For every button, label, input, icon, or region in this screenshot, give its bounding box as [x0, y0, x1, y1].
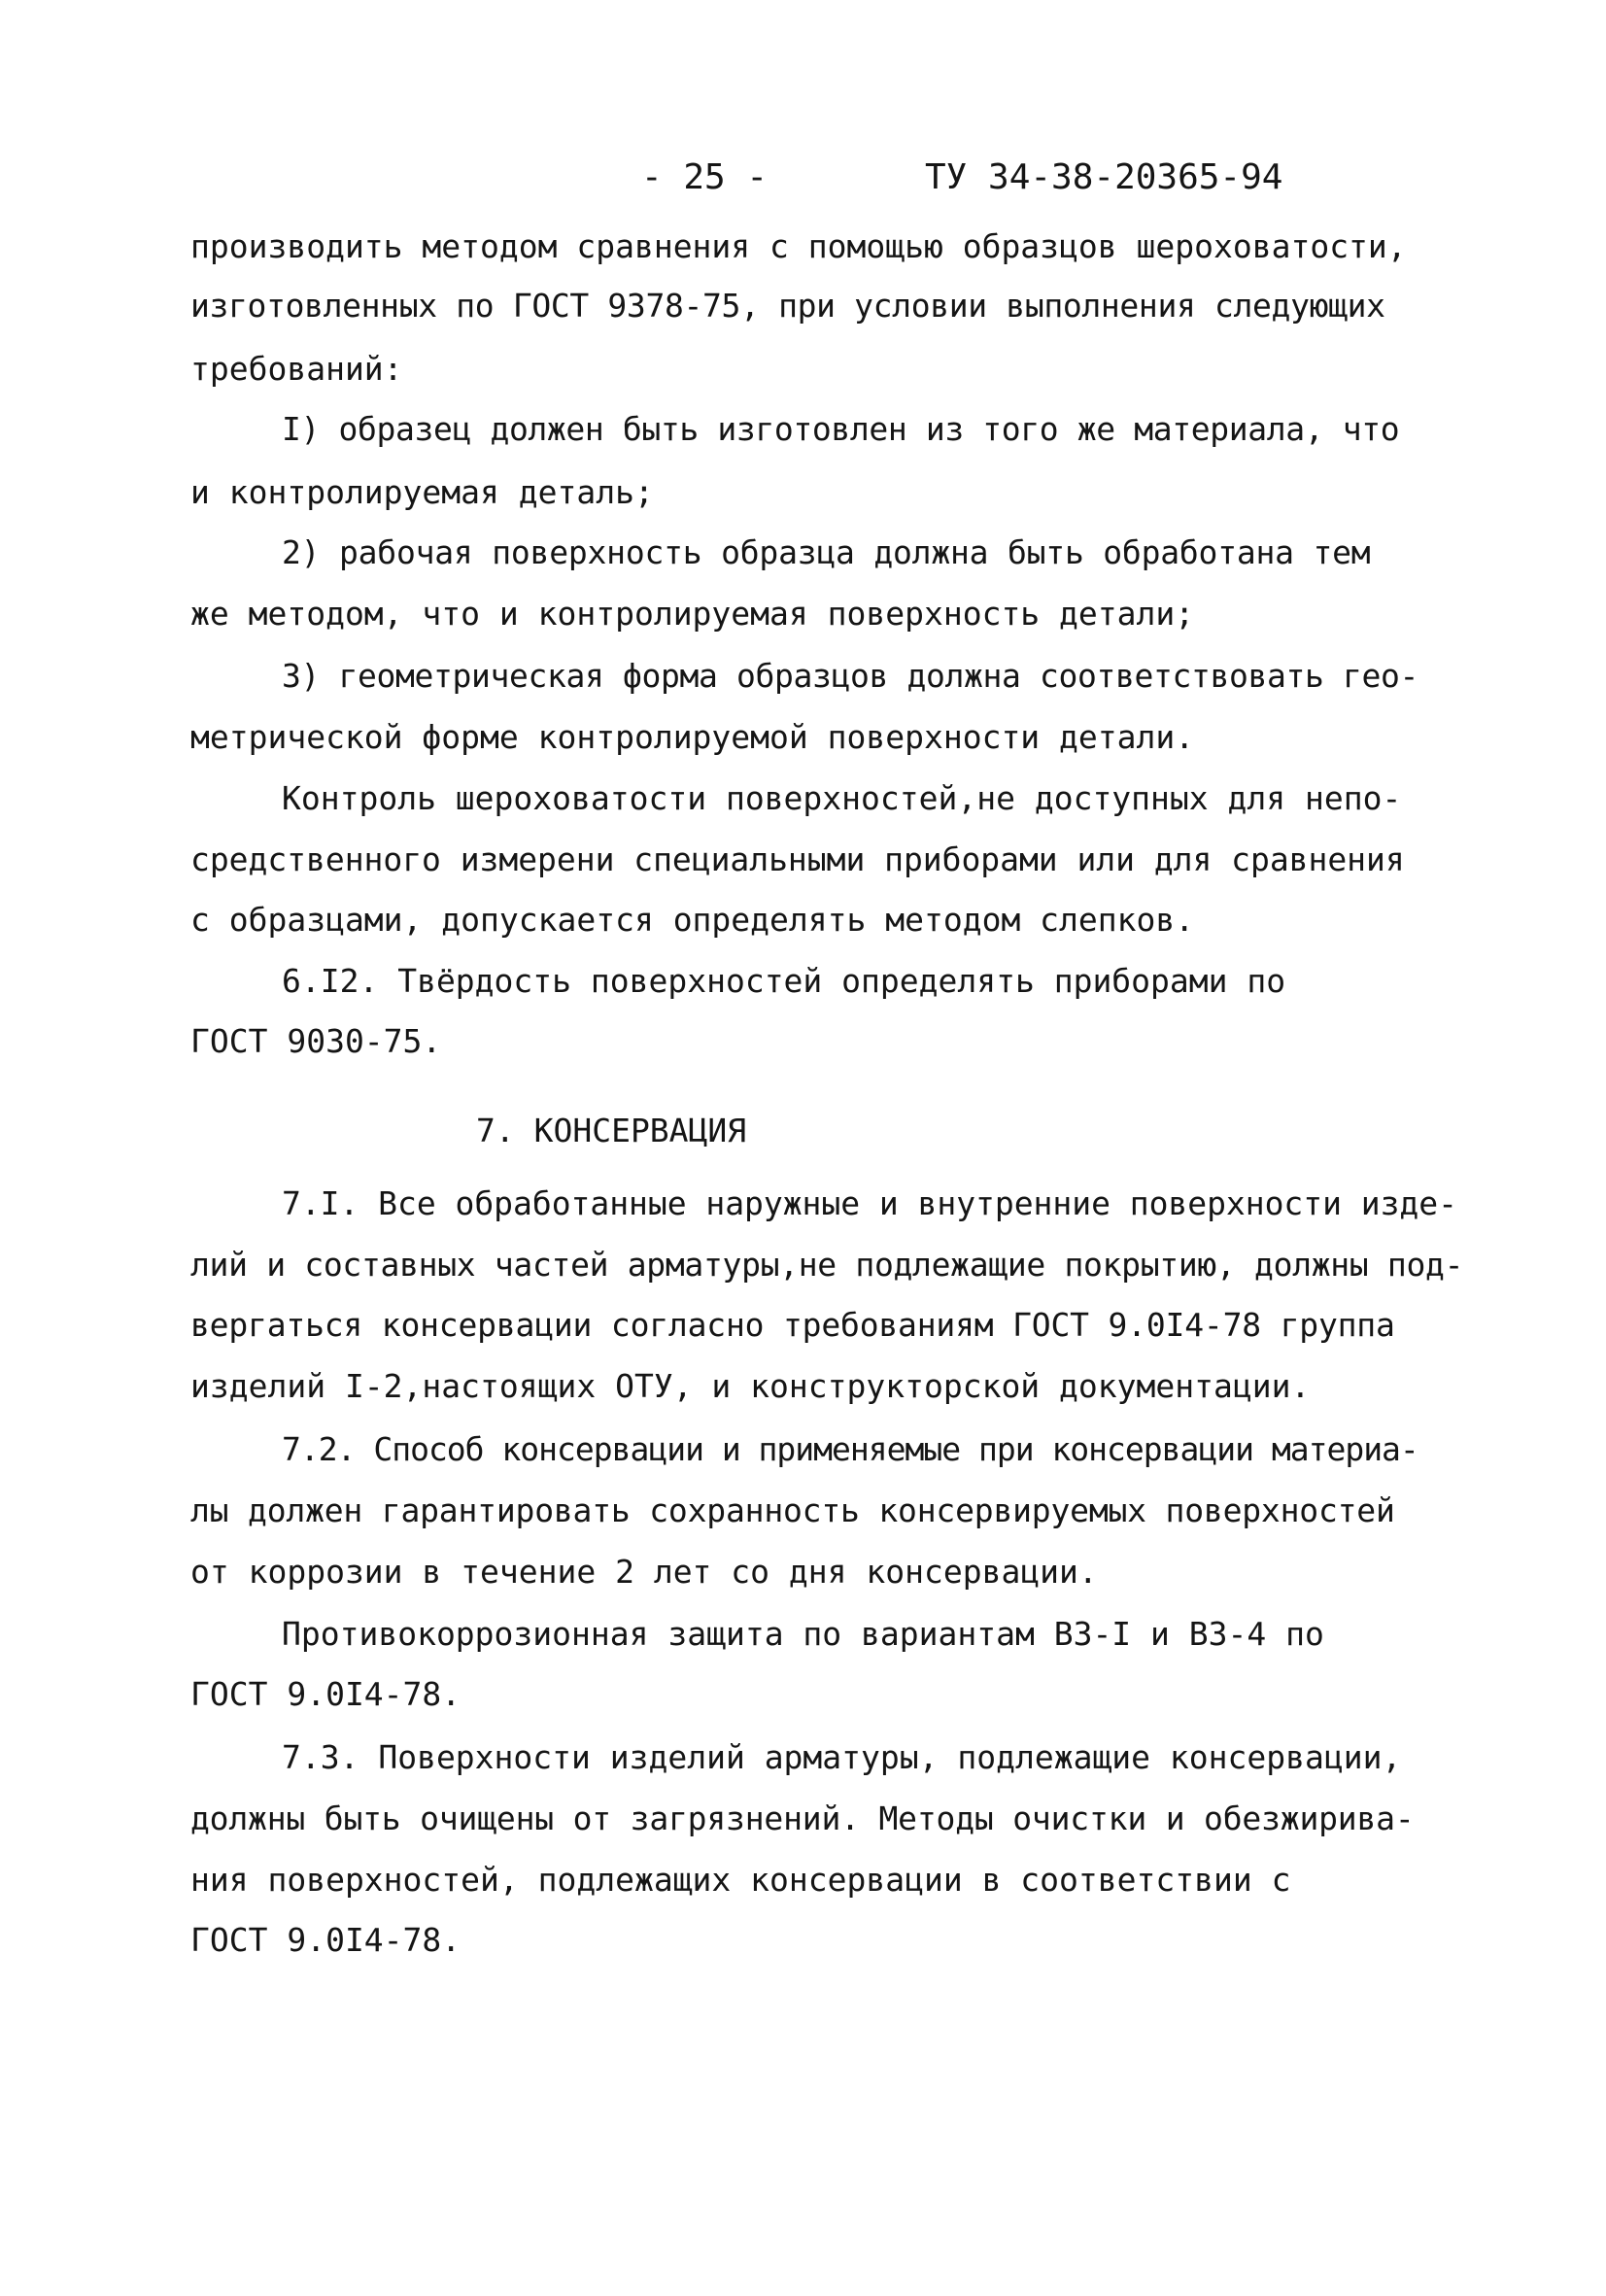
text-line: 3) геометрическая форма образцов должна соответствовать гео-	[282, 657, 1419, 695]
text-line: 7.3. Поверхности изделий арматуры, подлежащие консервации,	[282, 1738, 1402, 1776]
text-line: ГОСТ 9.0I4-78.	[190, 1921, 461, 1959]
text-line: Контроль шероховатости поверхностей,не доступных для непо-	[282, 779, 1402, 817]
document-code: ТУ 34-38-20365-94	[925, 157, 1283, 197]
text-line: требований:	[190, 350, 403, 388]
text-line: 2) рабочая поверхность образца должна быть обработана тем	[282, 533, 1371, 571]
text-line: изготовленных по ГОСТ 9378-75, при условии выполнения следующих	[190, 287, 1385, 325]
text-line: I) образец должен быть изготовлен из того же материала, что	[282, 410, 1400, 448]
text-line: и контролируемая деталь;	[190, 473, 654, 511]
text-line: ГОСТ 9.0I4-78.	[190, 1675, 461, 1713]
text-line: ния поверхностей, подлежащих консервации в соответствии с	[190, 1861, 1291, 1899]
section-heading: 7. КОНСЕРВАЦИЯ	[476, 1112, 747, 1149]
text-line: ГОСТ 9030-75.	[190, 1022, 442, 1060]
page-header	[0, 154, 1606, 202]
text-line: 7.I. Все обработанные наружные и внутренние поверхности изде-	[282, 1184, 1457, 1222]
text-line: изделий I-2,настоящих ОТУ, и конструкторской документации.	[190, 1367, 1311, 1405]
text-line: с образцами, допускается определять методом слепков.	[190, 901, 1195, 939]
page-number: - 25 -	[641, 157, 769, 197]
text-line: должны быть очищены от загрязнений. Методы очистки и обезжирива-	[190, 1799, 1415, 1837]
text-line: же методом, что и контролируемая поверхность детали;	[190, 595, 1195, 633]
text-line: вергаться консервации согласно требованиям ГОСТ 9.0I4-78 группа	[190, 1306, 1395, 1344]
text-line: средственного измерени специальными приборами или для сравнения	[190, 840, 1405, 878]
text-line: производить методом сравнения с помощью образцов шероховатости,	[190, 227, 1407, 265]
text-line: Противокоррозионная защита по вариантам ВЗ-I и ВЗ-4 по	[282, 1615, 1324, 1653]
text-line: лы должен гарантировать сохранность консервируемых поверхностей	[190, 1491, 1395, 1529]
text-line: лий и составных частей арматуры,не подлежащие покрытию, должны под-	[190, 1246, 1464, 1284]
text-line: метрической форме контролируемой поверхности детали.	[190, 718, 1195, 756]
text-line: от коррозии в течение 2 лет со дня консервации.	[190, 1553, 1098, 1591]
text-line: 6.I2. Твёрдость поверхностей определять приборами по	[282, 962, 1286, 1000]
text-line: 7.2. Способ консервации и применяемые при консервации материа-	[282, 1430, 1418, 1468]
